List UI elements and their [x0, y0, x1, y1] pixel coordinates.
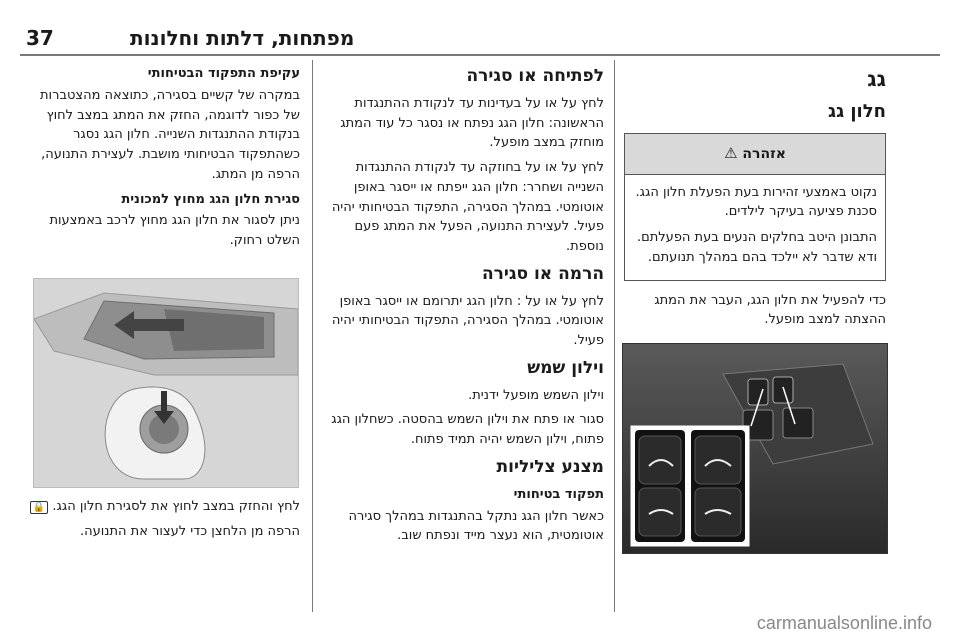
warning-text-1: נקוט באמצעי זהירות בעת הפעלת חלון הגג. סכנת פציעה בעיקר לילדים.: [635, 184, 877, 220]
header-rule: [20, 54, 940, 56]
warning-title: אזהרה: [742, 146, 786, 163]
column-divider-left: [312, 60, 313, 612]
lift-close-text: לחץ על או על : חלון הגג יתרומם או ייסגר באופן אוטומטי. במהלך הסגירה, התפקוד הבטיחותי יהיה פעיל.: [331, 293, 604, 349]
heading-protection: מצנע צליליות: [496, 456, 604, 477]
heading-remote-close: סגירת חלון הגג מחוץ למכונית: [121, 191, 300, 207]
warning-header: [625, 134, 885, 174]
heading-lift-close: הרמה או סגירה: [481, 263, 604, 284]
sun-shade-text-1: וילון השמש מופעל ידנית.: [468, 387, 604, 403]
sun-shade-text-2: סגור או פתח את וילון השמש בהסטה. כשחלון הגג פתוח, וילון השמש יהיה תמיד פתוח.: [331, 412, 604, 448]
remote-lock-icon: 🔒: [30, 501, 48, 514]
left-column-top: [22, 64, 300, 256]
safety-function-text: כאשר חלון הגג נתקל בהתנגדות במהלך סגירה אוטומטית, הוא נעצר מייד ונפתח שוב.: [348, 508, 604, 544]
warning-text-2: התבונן היטב בחלקים הנעים בעת הפעלתם. ודא שדבר לא יילכד בהם במהלך תנועתם.: [636, 230, 877, 265]
sunroof-body-text: כדי להפעיל את חלון הגג, העבר את המתג ההצתה למצב מופעל.: [654, 292, 886, 328]
page-header-title: מפתחות, דלתות וחלונות: [130, 26, 355, 50]
section-title: גג: [867, 67, 886, 91]
open-close-text-1: לחץ על או על בעדינות עד לנקודת ההתנגדות הראשונה: חלון הגג נפתח או נסגר כל עוד המתג מוחזק במצב מופעל.: [340, 95, 604, 151]
column-divider-right: [614, 60, 615, 612]
remote-close-text: ניתן לסגור את חלון הגג מחוץ לרכב באמצעות השלט רחוק.: [49, 213, 300, 248]
roof-and-key-drawing: [34, 279, 298, 487]
left-column-bottom: [22, 497, 300, 547]
right-column: [624, 64, 886, 335]
heading-safety-function: תפקוד בטיחותי: [513, 486, 604, 502]
remote-release-text: הרפה מן הלחצן כדי לעצור את התנועה.: [79, 523, 300, 539]
sunroof-switch-illustration: [623, 344, 887, 553]
subsection-title: חלון גג: [828, 100, 886, 122]
heading-override-safety: עקיפת התפקוד הבטיחותי: [147, 66, 300, 81]
heading-open-close: לפתיחה או סגירה: [466, 66, 604, 86]
middle-column: [322, 64, 604, 551]
page-number: 37: [26, 26, 54, 50]
remote-press-text: לחץ והחזק במצב לחוץ את לסגירת חלון הגג.: [52, 499, 300, 514]
warning-triangle-icon: ⚠: [724, 144, 738, 163]
warning-box: [624, 133, 886, 280]
remote-key-illustration: [33, 278, 299, 488]
open-close-text-2: לחץ על או על בחוזקה עד לנקודת ההתנגדות השנייה ושחרר: חלון הגג ייפתח או ייסגר באופן אוטומטי. במהלך הסגירה, התפקוד הבטיחותי יהיה פעיל. לעצירת התנועה, הפעל את המתג פעם נוספת.: [331, 160, 604, 255]
override-safety-text: במקרה של קשיים בסגירה, כתוצאה מהצטברות של כפור לדוגמה, החזק את המתג במצב לחוץ בנקודת ההתנגדות השנייה. חלון הגג נסגר כשהתפקוד הבטיחותי מושבת. לעצירת התנועה, הרפה מן המתג.: [40, 87, 300, 182]
sunroof-switch-photo: [622, 343, 888, 554]
watermark: carmanualsonline.info: [756, 613, 932, 633]
heading-sun-shade: וילון שמש: [527, 357, 604, 378]
